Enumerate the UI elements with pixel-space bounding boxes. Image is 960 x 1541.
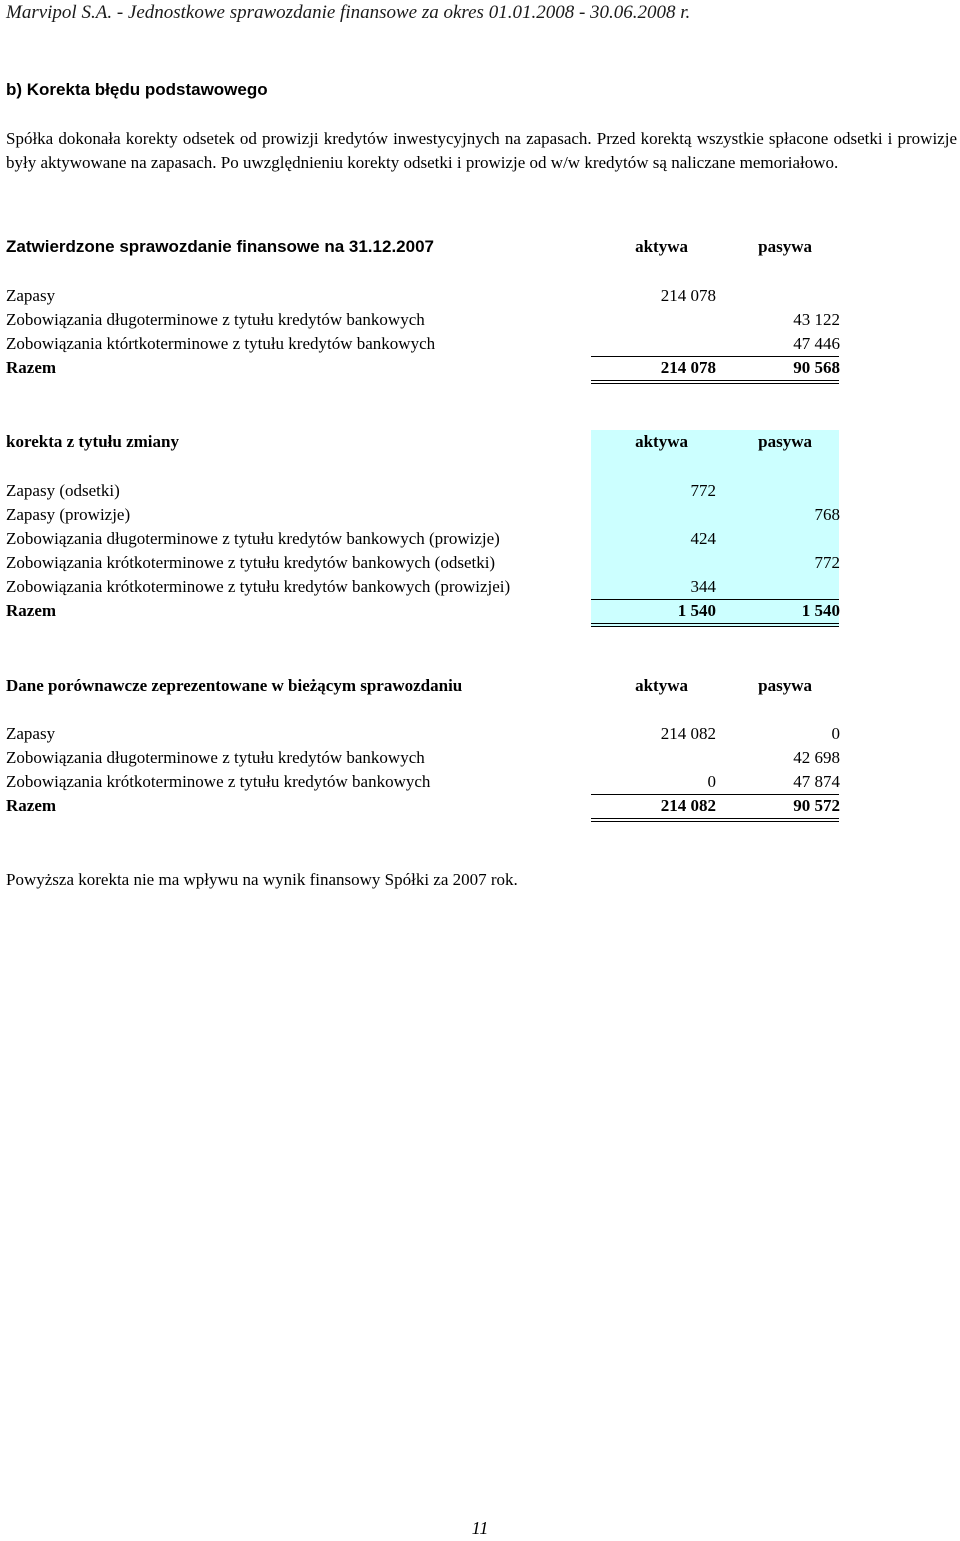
row-label: Zobowiązania krótkoterminowe z tytułu kredytów bankowych (odsetki)	[6, 553, 496, 572]
row-label: Zobowiązania długoterminowe z tytułu kredytów bankowych	[6, 310, 425, 329]
row-value-aktywa: 344	[690, 577, 716, 596]
total-label: Razem	[6, 358, 57, 377]
total-double-rule	[591, 380, 839, 384]
row-label: Zobowiązania długoterminowe z tytułu kredytów bankowych (prowizje)	[6, 529, 500, 548]
row-value-pasywa: 768	[814, 505, 840, 524]
total-double-rule	[591, 818, 839, 822]
row-value-aktywa: 772	[690, 481, 716, 500]
total-value-aktywa: 1 540	[677, 601, 716, 620]
row-label: Zobowiązania którtkoterminowe z tytułu kredytów bankowych	[6, 334, 436, 353]
column-header-pasywa: pasywa	[758, 676, 812, 695]
table-title: korekta z tytułu zmiany	[6, 432, 179, 451]
row-label: Zobowiązania długoterminowe z tytułu kredytów bankowych	[6, 748, 425, 767]
total-value-pasywa: 1 540	[801, 601, 840, 620]
total-value-pasywa: 90 568	[793, 358, 840, 377]
row-value-aktywa: 0	[707, 772, 716, 791]
row-label: Zobowiązania krótkoterminowe z tytułu kredytów bankowych	[6, 772, 431, 791]
row-label: Zapasy	[6, 286, 56, 305]
total-value-aktywa: 214 078	[660, 358, 716, 377]
total-double-rule	[591, 623, 839, 627]
table-title: Zatwierdzone sprawozdanie finansowe na 31.12.2007	[6, 237, 434, 256]
column-header-aktywa: aktywa	[635, 432, 688, 451]
row-label: Zapasy (odsetki)	[6, 481, 120, 500]
row-value-pasywa: 42 698	[793, 748, 840, 767]
row-label: Zapasy (prowizje)	[6, 505, 131, 524]
row-value-aktywa: 424	[690, 529, 716, 548]
column-header-pasywa: pasywa	[758, 432, 812, 451]
row-value-pasywa: 0	[831, 724, 840, 743]
total-value-aktywa: 214 082	[660, 796, 716, 815]
row-label: Zobowiązania krótkoterminowe z tytułu kredytów bankowych (prowizjei)	[6, 577, 511, 596]
page-number: 11	[471, 1518, 489, 1538]
total-label: Razem	[6, 601, 57, 620]
intro-paragraph: Spółka dokonała korekty odsetek od prowizji kredytów inwestycyjnych na zapasach. Przed korektą wszystkie spłacone odsetki i prowizje były aktywowane na zapasach. Po uwzględnieniu korekty odsetki i prowizje od w/w kredytów są naliczane memoriałowo.	[6, 129, 957, 172]
column-header-pasywa: pasywa	[758, 237, 812, 256]
total-label: Razem	[6, 796, 57, 815]
column-header-aktywa: aktywa	[635, 676, 688, 695]
row-value-pasywa: 47 446	[793, 334, 840, 353]
row-value-aktywa: 214 082	[660, 724, 716, 743]
row-value-pasywa: 47 874	[793, 772, 840, 791]
total-value-pasywa: 90 572	[793, 796, 840, 815]
row-value-pasywa: 772	[814, 553, 840, 572]
column-header-aktywa: aktywa	[635, 237, 688, 256]
row-label: Zapasy	[6, 724, 56, 743]
row-value-aktywa: 214 078	[660, 286, 716, 305]
table-title: Dane porównawcze zeprezentowane w bieżącym sprawozdaniu	[6, 676, 463, 695]
document-header: Marvipol S.A. - Jednostkowe sprawozdanie finansowe za okres 01.01.2008 - 30.06.2008 r.	[6, 2, 691, 23]
row-value-pasywa: 43 122	[793, 310, 840, 329]
closing-note: Powyższa korekta nie ma wpływu na wynik finansowy Spółki za 2007 rok.	[6, 870, 518, 889]
section-title: b) Korekta błędu podstawowego	[6, 80, 268, 99]
